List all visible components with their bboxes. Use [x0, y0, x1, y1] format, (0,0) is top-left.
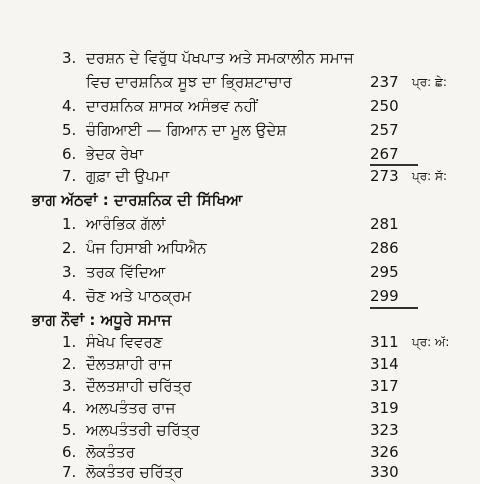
- toc-entry: [0, 118, 480, 142]
- entry-title: ਦਰਸ਼ਨ ਦੇ ਵਿਰੁੱਧ ਪੱਖਪਾਤ ਅਤੇ ਸਮਕਾਲੀਨ ਸਮਾਜ: [86, 49, 354, 67]
- entry-page: 299: [370, 287, 399, 305]
- toc-entry: [0, 330, 480, 354]
- toc-entry: [0, 352, 480, 376]
- toc-entry: [0, 460, 480, 484]
- entry-page: 286: [370, 239, 399, 257]
- entry-number: 5.: [62, 421, 77, 439]
- entry-title: ਅਲਪਤੰਤਰੀ ਚਰਿੱਤ੍ਰ: [86, 421, 200, 439]
- entry-title: ਚੋਣ ਅਤੇ ਪਾਠਕ੍ਰਮ: [86, 287, 192, 305]
- entry-page: 267: [370, 145, 399, 163]
- entry-page: 257: [370, 121, 399, 139]
- entry-number: 2.: [62, 355, 77, 373]
- entry-page: 314: [370, 355, 399, 373]
- entry-title: ਦੌਲਤਸ਼ਾਹੀ ਰਾਜ: [86, 355, 172, 373]
- entry-number: 1.: [62, 333, 77, 351]
- entry-page: 311: [370, 333, 399, 351]
- entry-page: 281: [370, 215, 399, 233]
- entry-title: ਤਰਕ ਵਿੱਦਿਆ: [86, 263, 166, 281]
- entry-number: 2.: [62, 239, 77, 257]
- entry-number: 3.: [62, 377, 77, 395]
- toc-entry: [0, 70, 480, 94]
- entry-page: 273: [370, 167, 399, 185]
- entry-title: ਦੌਲਤਸ਼ਾਹੀ ਚਰਿੱਤ੍ਰ: [86, 377, 192, 395]
- entry-number: 4.: [62, 97, 77, 115]
- entry-page: 295: [370, 263, 399, 281]
- entry-number: 4.: [62, 287, 77, 305]
- entry-page: 323: [370, 421, 399, 439]
- toc-entry: [0, 418, 480, 442]
- toc-entry: [0, 142, 480, 166]
- entry-title: ਵਿਚ ਦਾਰਸ਼ਨਿਕ ਸੂਝ ਦਾ ਭ੍ਰਿਸ਼ਟਾਚਾਰ: [86, 73, 292, 91]
- section-heading: [0, 188, 480, 212]
- toc-entry: [0, 374, 480, 398]
- toc-entry: [0, 94, 480, 118]
- entry-note: ਪ੍ਰ: ਸੱ:: [412, 169, 448, 183]
- entry-note: ਪ੍ਰ: ਅੱ:: [412, 335, 450, 349]
- entry-title: ਭੇਦਕ ਰੇਖਾ: [86, 145, 144, 163]
- entry-number: 7.: [62, 463, 77, 481]
- entry-note: ਪ੍ਰ: ਛੇ:: [412, 75, 447, 89]
- part-8-heading: ਭਾਗ ਅੱਠਵਾਂ : ਦਾਰਸ਼ਨਿਕ ਦੀ ਸਿੱਖਿਆ: [32, 191, 243, 209]
- entry-title: ਗੁਫ਼ਾ ਦੀ ਉਪਮਾ: [86, 167, 170, 185]
- entry-number: 3.: [62, 49, 77, 67]
- entry-page: 250: [370, 97, 399, 115]
- entry-page: 319: [370, 399, 399, 417]
- page-column-rule: [370, 164, 418, 166]
- toc-entry: [0, 164, 480, 188]
- entry-title: ਲੋਕਤੰਤਰ: [86, 443, 135, 461]
- entry-title: ਸੰਖੇਪ ਵਿਵਰਣ: [86, 333, 163, 351]
- entry-number: 7.: [62, 167, 77, 185]
- entry-title: ਦਾਰਸ਼ਨਿਕ ਸ਼ਾਸਕ ਅਸੰਭਵ ਨਹੀਂ: [86, 97, 258, 115]
- entry-title: ਚੰਗਿਆਈ — ਗਿਆਨ ਦਾ ਮੂਲ ਉਦੇਸ਼: [86, 121, 287, 139]
- entry-title: ਲੋਕਤੰਤਰ ਚਰਿੱਤ੍ਰ: [86, 463, 183, 481]
- toc-entry: [0, 284, 480, 308]
- toc-entry: [0, 212, 480, 236]
- entry-number: 1.: [62, 215, 77, 233]
- entry-title: ਅਲਪਤੰਤਰ ਰਾਜ: [86, 399, 176, 417]
- toc-entry: [0, 236, 480, 260]
- entry-page: 330: [370, 463, 399, 481]
- entry-number: 3.: [62, 263, 77, 281]
- entry-page: 326: [370, 443, 399, 461]
- entry-page: 317: [370, 377, 399, 395]
- entry-number: 6.: [62, 443, 77, 461]
- entry-number: 5.: [62, 121, 77, 139]
- entry-title: ਆਰੰਭਿਕ ਗੱਲਾਂ: [86, 215, 166, 233]
- entry-title: ਪੰਜ ਹਿਸਾਬੀ ਅਧਿਐਨ: [86, 239, 207, 257]
- entry-number: 4.: [62, 399, 77, 417]
- entry-number: 6.: [62, 145, 77, 163]
- part-9-heading: ਭਾਗ ਨੌਵਾਂ : ਅਧੂਰੇ ਸਮਾਜ: [32, 311, 172, 329]
- entry-page: 237: [370, 73, 399, 91]
- page-column-rule: [370, 307, 418, 309]
- toc-entry: [0, 260, 480, 284]
- section-heading: [0, 308, 480, 332]
- toc-entry: [0, 396, 480, 420]
- toc-entry: [0, 46, 480, 70]
